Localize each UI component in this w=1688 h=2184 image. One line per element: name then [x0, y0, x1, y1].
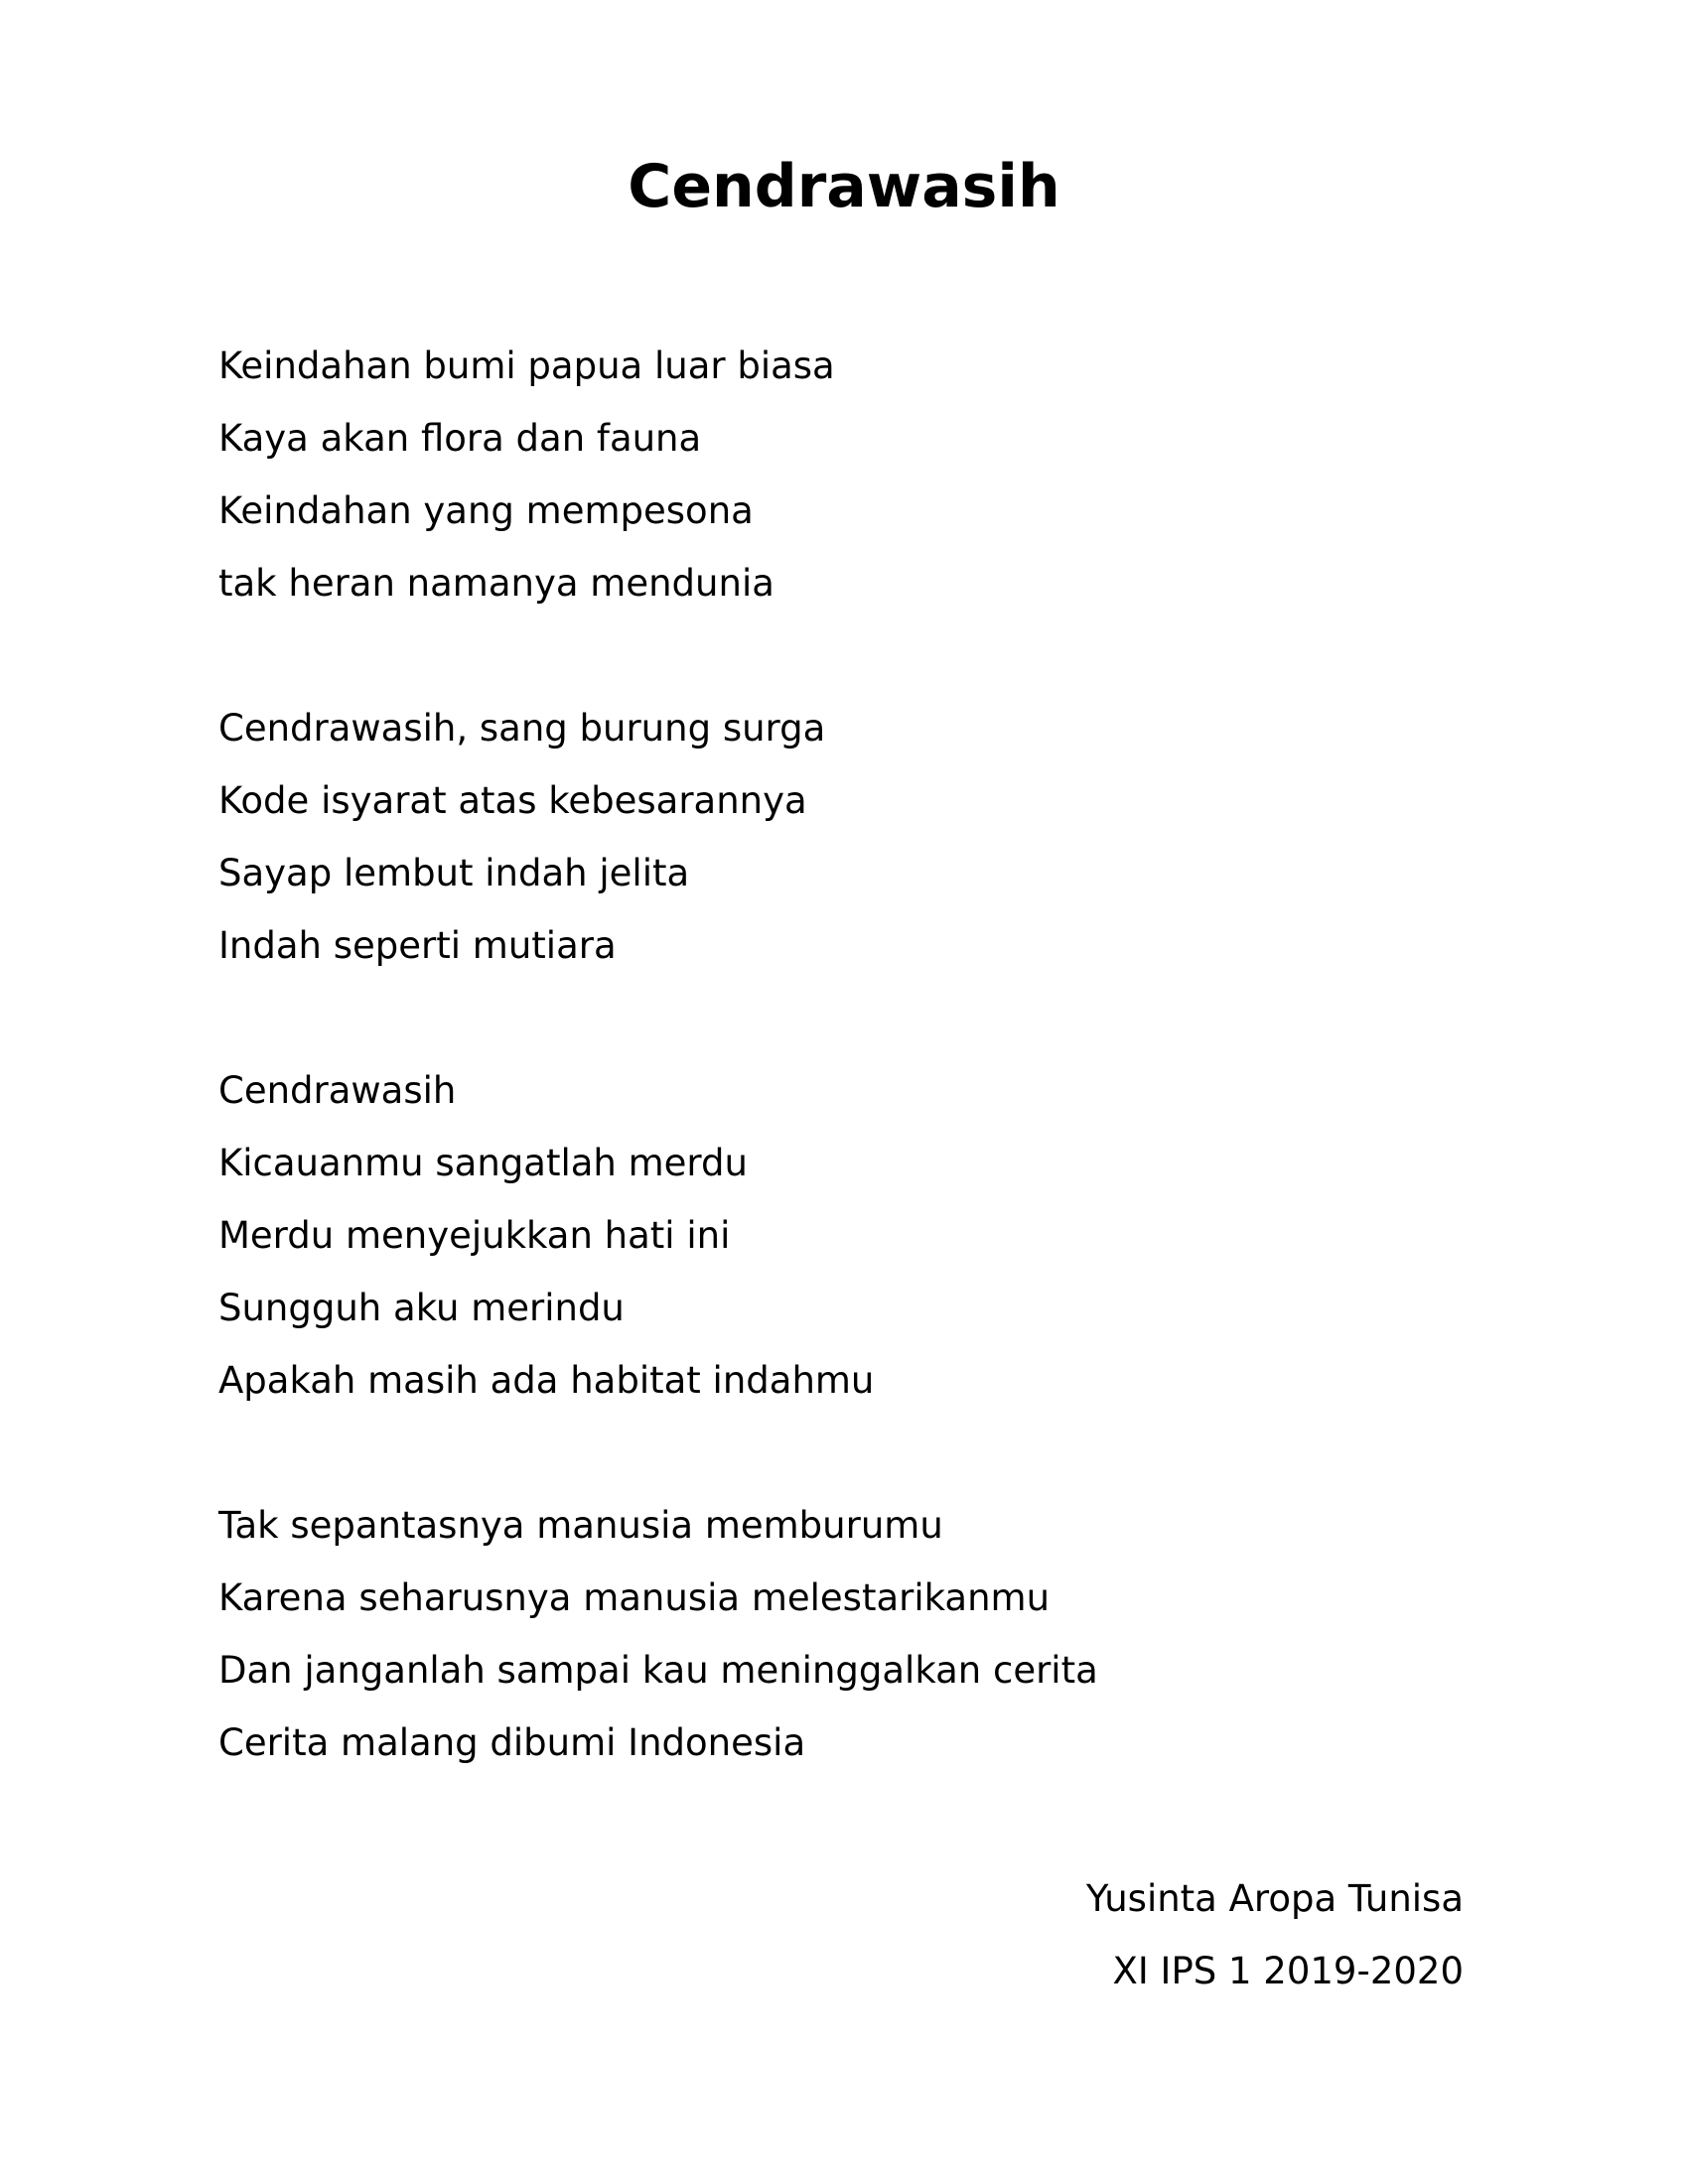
poem-line: Keindahan yang mempesona — [218, 489, 754, 532]
poem-line: Kicauanmu sangatlah merdu — [218, 1142, 748, 1184]
poem-line: Indah seperti mutiara — [218, 924, 617, 967]
poem-line: Dan janganlah sampai kau meninggalkan cerita — [218, 1649, 1098, 1692]
poem-body — [218, 330, 1470, 1851]
author-class: XI IPS 1 2019-2020 — [1112, 1950, 1464, 1992]
stanza-4 — [218, 1489, 1470, 1779]
poem-line: Kode isyarat atas kebesarannya — [218, 779, 807, 822]
poem-line: tak heran namanya mendunia — [218, 562, 774, 605]
poem-line: Sungguh aku merindu — [218, 1287, 625, 1329]
poem-line: Keindahan bumi papua luar biasa — [218, 344, 835, 387]
stanza-3 — [218, 1054, 1470, 1417]
stanza-2 — [218, 692, 1470, 982]
poem-line: Apakah masih ada habitat indahmu — [218, 1359, 875, 1402]
poem-line: Karena seharusnya manusia melestarikanmu — [218, 1576, 1051, 1619]
poem-line: Kaya akan flora dan fauna — [218, 417, 702, 460]
poem-line: Cendrawasih — [218, 1069, 457, 1112]
stanza-1 — [218, 330, 1470, 619]
poem-line: Sayap lembut indah jelita — [218, 852, 690, 894]
poem-line: Tak sepantasnya manusia memburumu — [218, 1504, 943, 1547]
poem-line: Cendrawasih, sang burung surga — [218, 707, 826, 750]
poem-title: Cendrawasih — [628, 152, 1060, 221]
poem-line: Cerita malang dibumi Indonesia — [218, 1721, 806, 1764]
author-name: Yusinta Aropa Tunisa — [1085, 1877, 1464, 1920]
author-signature — [1086, 1862, 1464, 2007]
poem-line: Merdu menyejukkan hati ini — [218, 1214, 731, 1257]
